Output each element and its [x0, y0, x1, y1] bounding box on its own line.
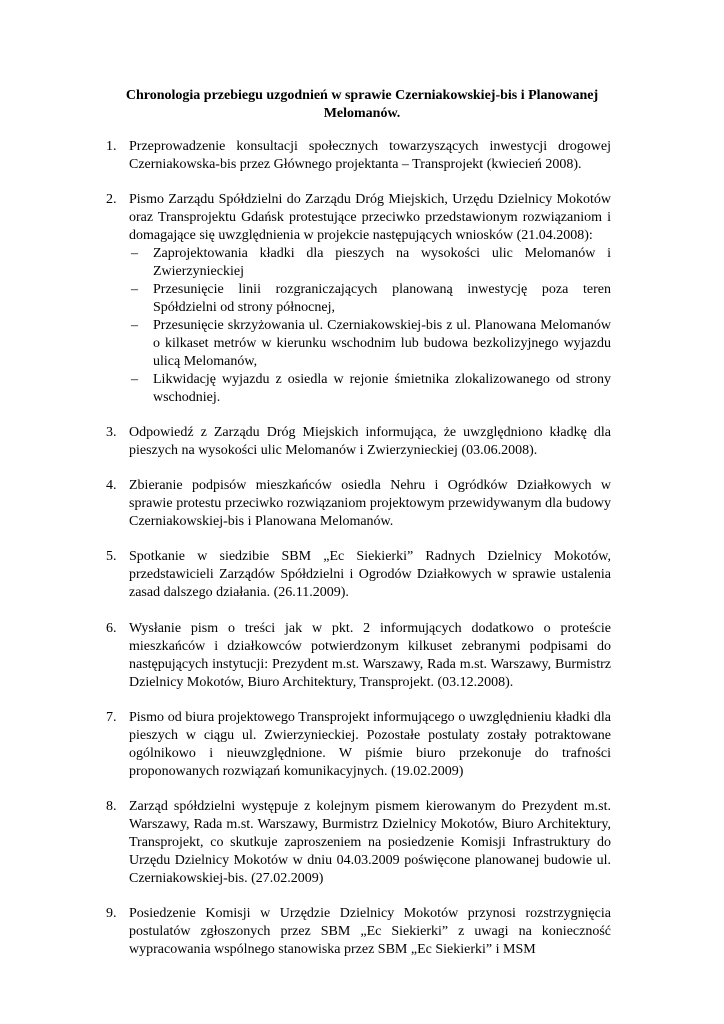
dash-bullet: –	[131, 318, 138, 333]
sublist-item	[129, 281, 611, 317]
item-number: 2.	[106, 192, 117, 207]
document-title: Chronologia przebiegu uzgodnień w sprawie Czerniakowskiej-bis i Planowanej Melomanów.	[125, 88, 599, 121]
list-item	[106, 477, 611, 531]
item-number: 8.	[106, 799, 117, 814]
item-text: Odpowiedź z Zarządu Dróg Miejskich informująca, że uwzględniono kładkę dla pieszych na wysokości ulic Melomanów i Zwierzynieckiej (03.06.2008).	[129, 425, 611, 458]
item-text: Wysłanie pism o treści jak w pkt. 2 informujących dodatkowo o proteście mieszkańców i działkowców potwierdzonym kilkuset zebranymi podpisami do następujących instytucji: Prezydent m.st. Warszawy, Rada m.st. Warszawy, Burmistrz Dzielnicy Mokotów, Biuro Architektury, Transprojekt. (03.12.2008).	[129, 621, 611, 690]
item-text: Przeprowadzenie konsultacji społecznych towarzyszących inwestycji drogowej Czerniakowska-bis przez Głównego projektanta – Transprojekt (kwiecień 2008).	[129, 139, 611, 172]
sublist-item-text: Przesunięcie skrzyżowania ul. Czerniakowskiej-bis z ul. Planowana Melomanów o kilkaset metrów w kierunku wschodnim lub budowa bezkolizyjnego wyjazdu ulicą Melomanów,	[153, 318, 611, 369]
sublist-item-text: Likwidację wyjazdu z osiedla w rejonie śmietnika zlokalizowanego od strony wschodniej.	[153, 372, 611, 405]
sublist-item	[129, 317, 611, 371]
item-number: 1.	[106, 139, 117, 154]
list-item	[106, 798, 611, 888]
sublist-item-text: Przesunięcie linii rozgraniczających planowaną inwestycję poza teren Spółdzielni od strony północnej,	[153, 282, 611, 315]
list-item	[106, 709, 611, 781]
list-item	[106, 905, 611, 959]
list-item	[106, 191, 611, 407]
dash-bullet: –	[131, 246, 138, 261]
item-text: Spotkanie w siedzibie SBM „Ec Siekierki” Radnych Dzielnicy Mokotów, przedstawicieli Zarządów Spółdzielni i Ogrodów Działkowych w sprawie ustalenia zasad dalszego działania. (26.11.2009).	[129, 549, 611, 600]
item-text: Pismo Zarządu Spółdzielni do Zarządu Dróg Miejskich, Urzędu Dzielnicy Mokotów oraz Transprojektu Gdańsk protestujące przeciwko przedstawionym rozwiązaniom i domagające się uwzględnienia w projekcie następujących wniosków (21.04.2008):	[129, 192, 611, 243]
list-item	[106, 620, 611, 692]
item-number: 9.	[106, 906, 117, 921]
item-text: Pismo od biura projektowego Transprojekt informującego o uwzględnieniu kładki dla pieszych w ciągu ul. Zwierzynieckiej. Pozostałe postulaty zostały potraktowane ogólnikowo i nieuwzględnione. W piśmie biuro przekonuje do trafności proponowanych rozwiązań komunikacyjnych. (19.02.2009)	[129, 710, 611, 779]
sublist-item	[129, 371, 611, 407]
item-number: 4.	[106, 478, 117, 493]
item-text: Zbieranie podpisów mieszkańców osiedla Nehru i Ogródków Działkowych w sprawie protestu przeciwko rozwiązaniom projektowym przewidywanym dla budowy Czerniakowskiej-bis i Planowana Melomanów.	[129, 478, 611, 529]
sublist-item-text: Zaprojektowania kładki dla pieszych na wysokości ulic Melomanów i Zwierzynieckiej	[153, 246, 611, 279]
list-item	[106, 138, 611, 174]
item-number: 5.	[106, 549, 117, 564]
chronology-list	[106, 138, 611, 959]
demands-sublist	[129, 245, 611, 407]
item-number: 6.	[106, 621, 117, 636]
list-item	[106, 424, 611, 460]
item-text: Posiedzenie Komisji w Urzędzie Dzielnicy Mokotów przynosi rozstrzygnięcia postulatów zgłoszonych przez SBM „Ec Siekierki” z uwagi na konieczność wypracowania wspólnego stanowiska przez SBM „Ec Siekierki” i MSM	[129, 906, 611, 957]
sublist-item	[129, 245, 611, 281]
item-text: Zarząd spółdzielni występuje z kolejnym pismem kierowanym do Prezydent m.st. Warszawy, Rada m.st. Warszawy, Burmistrz Dzielnicy Mokotów, Biuro Architektury, Transprojekt, co skutkuje zaproszeniem na posiedzenie Komisji Infrastruktury do Urzędu Dzielnicy Mokotów w dniu 04.03.2009 poświęcone planowanej budowie ul. Czerniakowskiej-bis. (27.02.2009)	[129, 799, 611, 886]
dash-bullet: –	[131, 372, 138, 387]
list-item	[106, 548, 611, 602]
dash-bullet: –	[131, 282, 138, 297]
item-number: 7.	[106, 710, 117, 725]
item-number: 3.	[106, 425, 117, 440]
